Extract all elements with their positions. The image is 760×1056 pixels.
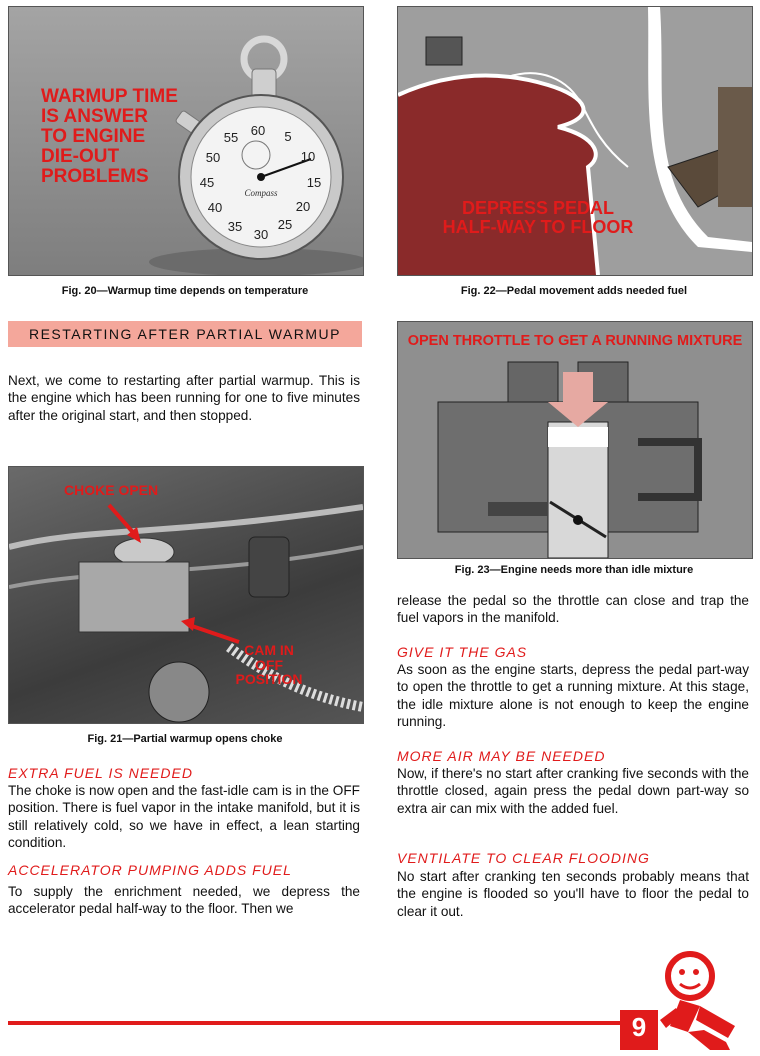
fig21-label-cam <box>219 643 319 687</box>
dial-number: 5 <box>284 129 292 144</box>
fig21-caption: Fig. 21—Partial warmup opens choke <box>87 733 283 745</box>
overlay-line: HALF-WAY TO FLOOR <box>442 216 634 237</box>
carburetor-drawing <box>398 322 752 558</box>
dial-number: 25 <box>277 217 293 232</box>
dial-number: 10 <box>300 149 316 164</box>
label-line: CAM IN <box>244 642 294 658</box>
paragraph-accelerator-pumping: To supply the enrichment needed, we depress the accelerator pedal half-way to the floor. Then we <box>8 884 360 917</box>
fig21-label-choke: CHOKE OPEN <box>64 482 159 498</box>
dial-number: 40 <box>207 200 223 215</box>
dial-number: 55 <box>223 130 239 145</box>
label-line: OFF <box>255 656 283 673</box>
paragraph-ventilate: No start after cranking ten seconds probably means that the engine is flooded so you'll have to floor the pedal to clear it out. <box>397 869 749 919</box>
heading-accelerator-pumping: ACCELERATOR PUMPING ADDS FUEL <box>8 862 292 878</box>
footer-rule <box>8 1021 620 1025</box>
fig21-photo <box>8 466 364 724</box>
heading-more-air: MORE AIR MAY BE NEEDED <box>397 748 606 764</box>
overlay-line: IS ANSWER <box>41 105 148 127</box>
paragraph-extra-fuel: The choke is now open and the fast-idle cam is in the OFF position. There is fuel vapor in the intake manifold, but it is still relatively cold, so we have in effect, a lean starting condition. <box>8 783 360 851</box>
dial-number: 60 <box>250 123 266 138</box>
fig23-caption: Fig. 23—Engine needs more than idle mixture <box>454 564 694 576</box>
fig22-overlay-text <box>418 199 658 237</box>
paragraph-continuation: release the pedal so the throttle can close and trap the fuel vapors in the manifold. <box>397 593 749 626</box>
overlay-line: TO ENGINE <box>41 125 146 147</box>
dial-number: 30 <box>253 227 269 242</box>
overlay-line: DIE-OUT <box>41 145 120 167</box>
label-line: POSITION <box>235 671 303 688</box>
overlay-line: DEPRESS PEDAL <box>461 198 615 218</box>
fig23-illustration <box>397 321 753 559</box>
fig22-illustration <box>397 6 753 276</box>
paragraph-give-it-the-gas: As soon as the engine starts, depress the pedal part-way to open the throttle to get a running mixture. At this stage, the idle mixture alone is not enough to keep the engine running. <box>397 662 749 730</box>
heading-give-it-the-gas: GIVE IT THE GAS <box>397 644 528 660</box>
intro-paragraph: Next, we come to restarting after partial warmup. This is the engine which has been running for one to five minutes after the original start, and then stopped. <box>8 373 360 423</box>
dial-number: 20 <box>295 199 311 214</box>
paragraph-more-air: Now, if there's no start after cranking five seconds with the throttle closed, again press the pedal down part-way so extra air can mix with the added fuel. <box>397 766 749 816</box>
fig20-overlay-text <box>41 87 178 187</box>
overlay-line: WARMUP TIME <box>41 86 178 107</box>
dial-brand: Compass <box>244 188 278 198</box>
dial-number: 45 <box>199 175 215 190</box>
dial-number: 35 <box>227 219 243 234</box>
overlay-line: PROBLEMS <box>41 165 149 187</box>
heading-extra-fuel: EXTRA FUEL IS NEEDED <box>8 765 193 781</box>
page-number: 9 <box>631 1012 647 1042</box>
fig23-title: OPEN THROTTLE TO GET A RUNNING MIXTURE <box>407 333 743 349</box>
heading-ventilate: VENTILATE TO CLEAR FLOODING <box>397 850 650 866</box>
fig20-photo <box>8 6 364 276</box>
fig22-caption: Fig. 22—Pedal movement adds needed fuel <box>460 285 688 297</box>
mascot-icon <box>640 946 750 1056</box>
dial-number: 15 <box>306 175 322 190</box>
fig20-caption: Fig. 20—Warmup time depends on temperature <box>61 285 309 297</box>
dial-number: 50 <box>205 150 221 165</box>
section-banner: RESTARTING AFTER PARTIAL WARMUP <box>8 321 362 347</box>
